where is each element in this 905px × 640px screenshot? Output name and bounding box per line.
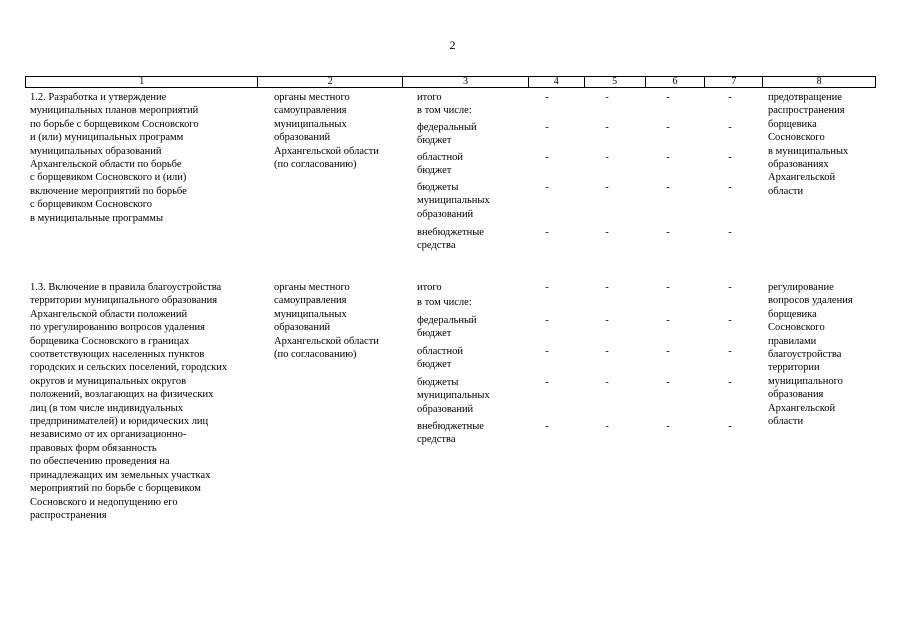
header-col-1: 1 <box>26 77 258 87</box>
value-cell: - <box>605 122 609 133</box>
executor-cell: органы местного самоуправления муниципальных образований Архангельской области (по согласованию) <box>274 282 379 361</box>
financing-label: в том числе: <box>417 105 472 116</box>
value-cell: - <box>545 315 549 326</box>
value-cell: - <box>728 152 732 163</box>
value-cell: - <box>666 346 670 357</box>
header-col-7: 7 <box>705 77 763 87</box>
expected-result: предотвращение распространения борщевика Сосновского в муниципальных образованиях Архангельской области <box>768 92 849 197</box>
value-cell: - <box>605 421 609 432</box>
value-cell: - <box>666 92 670 103</box>
financing-label: итого <box>417 282 442 293</box>
financing-label: областной бюджет <box>417 346 463 371</box>
header-col-5: 5 <box>585 77 646 87</box>
value-cell: - <box>728 377 732 388</box>
financing-label: федеральный бюджет <box>417 315 477 340</box>
expected-result: регулирование вопросов удаления борщевика Сосновского правилами благоустройства территории муниципального образования Архангельской области <box>768 282 853 428</box>
header-col-6: 6 <box>646 77 706 87</box>
value-cell: - <box>666 282 670 293</box>
financing-label: итого <box>417 92 442 103</box>
value-cell: - <box>666 182 670 193</box>
value-cell: - <box>728 346 732 357</box>
financing-label: бюджеты муниципальных образований <box>417 377 490 415</box>
value-cell: - <box>545 182 549 193</box>
value-cell: - <box>545 421 549 432</box>
financing-label: бюджеты муниципальных образований <box>417 182 490 220</box>
value-cell: - <box>666 152 670 163</box>
header-col-8: 8 <box>816 76 822 87</box>
value-cell: - <box>545 122 549 133</box>
value-cell: - <box>545 282 549 293</box>
value-cell: - <box>728 421 732 432</box>
value-cell: - <box>545 92 549 103</box>
value-cell: - <box>666 315 670 326</box>
value-cell: - <box>545 377 549 388</box>
table-header-row <box>25 76 876 88</box>
value-cell: - <box>728 315 732 326</box>
value-cell: - <box>605 282 609 293</box>
value-cell: - <box>605 377 609 388</box>
header-col-3: 3 <box>403 77 529 87</box>
value-cell: - <box>728 227 732 238</box>
value-cell: - <box>545 227 549 238</box>
value-cell: - <box>666 227 670 238</box>
executor-cell: органы местного самоуправления муниципальных образований Архангельской области (по согласованию) <box>274 92 379 171</box>
value-cell: - <box>666 122 670 133</box>
financing-label: федеральный бюджет <box>417 122 477 147</box>
value-cell: - <box>666 377 670 388</box>
value-cell: - <box>666 421 670 432</box>
financing-label: внебюджетные средства <box>417 227 484 252</box>
page-number: 2 <box>449 38 456 52</box>
header-col-2: 2 <box>258 77 403 87</box>
activity-description: 1.2. Разработка и утверждение муниципальных планов мероприятий по борьбе с борщевиком Сосновского и (или) муниципальных программ муниципальных образований Архангельской области по борьбе с борщевиком Сосновского и (или) включение мероприятий по борьбе с борщевиком Сосновского в муниципальные программы <box>30 92 199 224</box>
value-cell: - <box>728 182 732 193</box>
financing-cell <box>417 91 537 252</box>
activity-description: 1.3. Включение в правила благоустройства территории муниципального образования Архангельской области положений по урегулированию вопросов удаления борщевика Сосновского в границах соответствующих населенных пунктов городских и сельских поселений, городских округов и муниципальных округов положений, возлагающих на физических лиц (в том числе индивидуальных предпринимателей) и юридических лиц независимо от их организационно- правовых форм обязанность по обеспечению проведения на принадлежащих им земельных участках мероприятий по борьбе с борщевиком Сосновского и недопущению его распространения <box>30 282 228 521</box>
header-col-4: 4 <box>529 77 585 87</box>
financing-cell <box>417 281 537 446</box>
value-cell: - <box>728 122 732 133</box>
value-cell: - <box>605 152 609 163</box>
value-cell: - <box>728 92 732 103</box>
value-cell: - <box>605 315 609 326</box>
financing-label: внебюджетные средства <box>417 421 484 446</box>
value-cell: - <box>605 182 609 193</box>
value-cell: - <box>605 346 609 357</box>
value-cell: - <box>545 152 549 163</box>
financing-label: областной бюджет <box>417 152 463 177</box>
value-cell: - <box>545 346 549 357</box>
value-cell: - <box>605 227 609 238</box>
value-cell: - <box>728 282 732 293</box>
financing-label: в том числе: <box>417 297 472 308</box>
value-cell: - <box>605 92 609 103</box>
